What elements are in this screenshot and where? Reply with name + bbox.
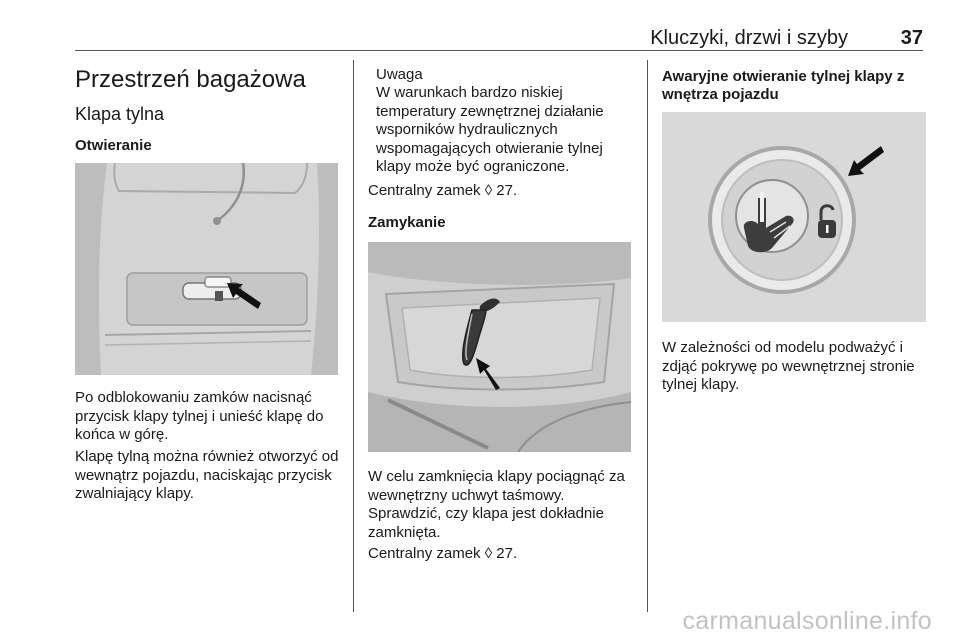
central-lock-reference-2: Centralny zamek ◊ 27. bbox=[368, 545, 518, 562]
watermark: carmanualsonline.info bbox=[682, 607, 932, 635]
closing-paragraph: W celu zamknięcia klapy pociągnąć za wewnętrzny uchwyt taśmowy. Sprawdzić, czy klapa jest dokładnie zamknięta. bbox=[368, 468, 625, 541]
opening-paragraph-2: Klapę tylną można również otworzyć od wewnątrz pojazdu, naciskając przycisk zwalniający klapy. bbox=[75, 448, 339, 502]
note-heading: Uwaga bbox=[376, 66, 423, 83]
note-text: W warunkach bardzo niskiej temperatury zewnętrznej działanie wsporników hydraulicznych wspomagających otwieranie tylnej klapy może być ograniczone. bbox=[376, 84, 604, 175]
column-divider-1 bbox=[353, 60, 354, 612]
section-title: Przestrzeń bagażowa bbox=[75, 66, 306, 93]
emergency-release-figure bbox=[662, 112, 926, 322]
tailgate-exterior-figure bbox=[75, 163, 338, 375]
page-header-title: Kluczyki, drzwi i szyby bbox=[650, 27, 848, 49]
page-number: 37 bbox=[900, 27, 923, 49]
tailgate-closing-strap-figure bbox=[368, 242, 631, 452]
opening-heading: Otwieranie bbox=[75, 137, 152, 154]
subsection-title: Klapa tylna bbox=[75, 104, 165, 124]
header-divider bbox=[75, 50, 923, 51]
emergency-opening-heading: Awaryjne otwieranie tylnej klapy z wnętrza pojazdu bbox=[662, 68, 905, 103]
closing-heading: Zamykanie bbox=[368, 214, 446, 231]
column-divider-2 bbox=[647, 60, 648, 612]
emergency-opening-paragraph: W zależności od modelu podważyć i zdjąć pokrywę po wewnętrznej stronie tylnej klapy. bbox=[662, 339, 915, 393]
opening-paragraph-1: Po odblokowaniu zamków nacisnąć przycisk klapy tylnej i unieść klapę do końca w górę. bbox=[75, 389, 324, 443]
central-lock-reference-1: Centralny zamek ◊ 27. bbox=[368, 182, 518, 199]
